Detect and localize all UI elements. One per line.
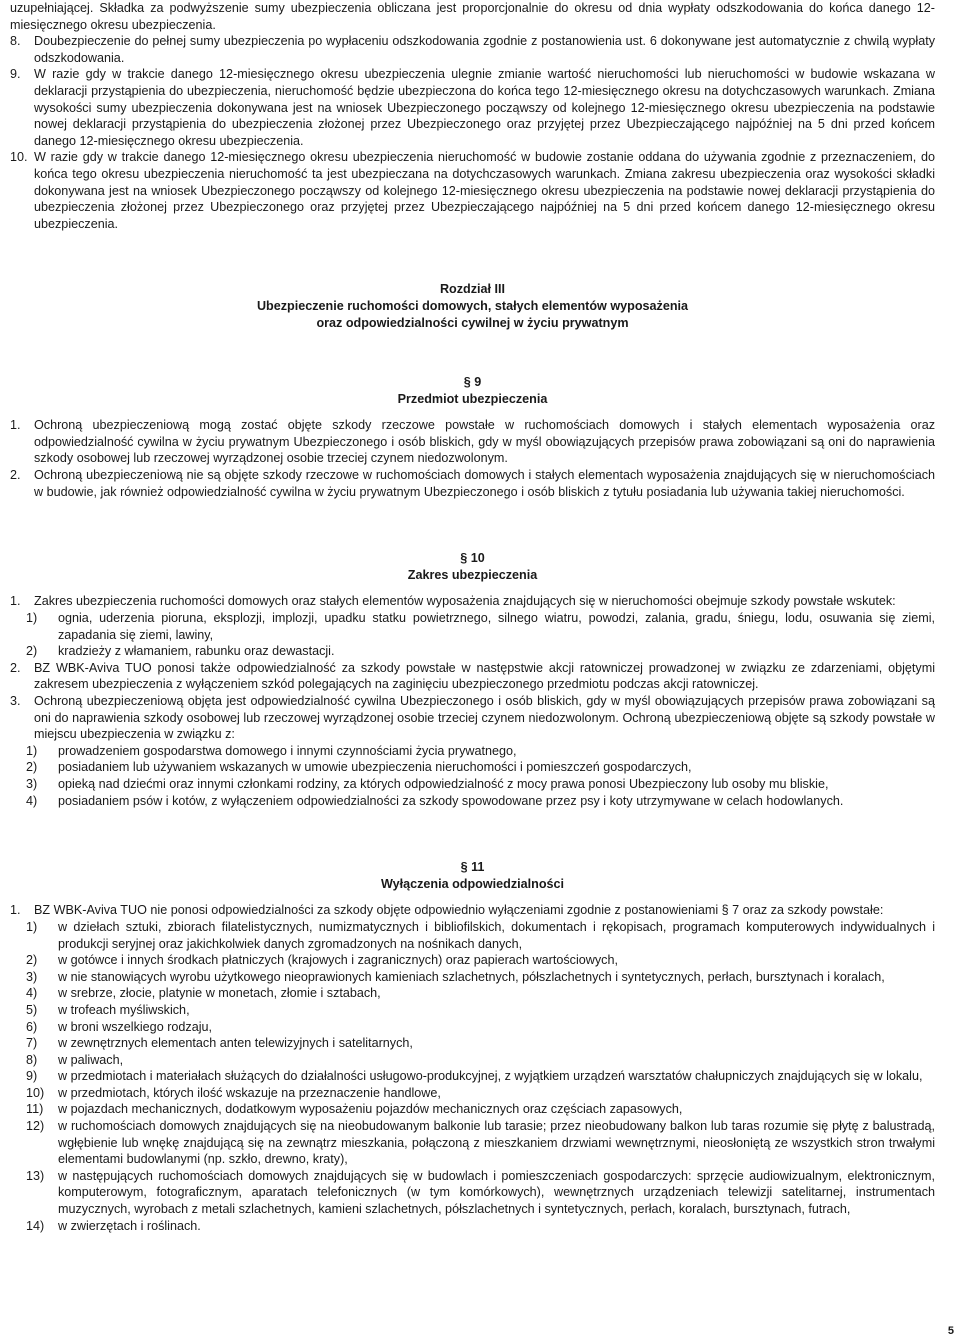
paragraph-8 bbox=[10, 33, 935, 66]
list-item-text: w nie stanowiących wyrobu użytkowego nieoprawionych kamieniach szlachetnych, półszlachetnych i syntetycznych, perłach, bursztynach i koralach, bbox=[58, 969, 885, 984]
list-item-text: w srebrze, złocie, platynie w monetach, złomie i sztabach, bbox=[58, 986, 381, 1001]
paragraph-number: 10. bbox=[10, 150, 28, 165]
list-item-number: 1) bbox=[26, 611, 38, 626]
paragraph-text: Ochroną ubezpieczeniową nie są objęte szkody rzeczowe w ruchomościach domowych i stałych elementach wyposażenia znajdujących się w nieruchomościach w budowie, jak również odpowiedzialność cywilna w życiu prywatnym Ubezpieczonego i osób bliskich z tytułu posiadania lub używania takiej nieruchomości. bbox=[34, 468, 935, 499]
list-item-text: prowadzeniem gospodarstwa domowego i innymi czynnościami życia prywatnego, bbox=[58, 743, 517, 758]
list-item bbox=[10, 1052, 935, 1069]
continuation-paragraph: uzupełniającej. Składka za podwyższenie sumy ubezpieczenia obliczana jest proporcjonalnie do okresu od dnia wypłaty odszkodowania do końca danego 12-miesięcznego okresu ubezpieczenia. bbox=[10, 1, 935, 32]
list-item-number: 2) bbox=[26, 953, 38, 968]
list-item bbox=[10, 1101, 935, 1118]
list-item-number: 3) bbox=[26, 776, 38, 791]
page-number: 5 bbox=[947, 1325, 954, 1338]
list-item bbox=[10, 1118, 935, 1168]
list-item-number: 13) bbox=[26, 1168, 45, 1183]
list-item bbox=[10, 952, 935, 969]
paragraph-text: W razie gdy w trakcie danego 12-miesięcznego okresu ubezpieczenia ulegnie zmianie wartość nieruchomości lub nieruchomości w budowie wskazana w deklaracji przystąpienia do ubezpieczenia, nieruchomość będzie ubezpieczona do końca tego 12-miesięcznego okresu na dotychczasowych warunkach. Zmiana wysokości sumy ubezpieczenia dokonywana jest na wniosek Ubezpieczonego począwszy od kolejnego 12-miesięcznego okresu ubezpieczenia na podstawie nowej deklaracji przystąpienia do ubezpieczenia złożonej przez Ubezpieczonego oraz przyjętej przez Ubezpieczającego najpóźniej na 5 dni przed końcem danego 12-miesięcznego okresu ubezpieczenia. bbox=[34, 67, 935, 148]
list-item bbox=[10, 1168, 935, 1218]
list-item-number: 12) bbox=[26, 1119, 45, 1134]
paragraph-number: 3. bbox=[10, 694, 21, 708]
list-item bbox=[10, 985, 935, 1002]
section-9-sign: § 9 bbox=[463, 375, 482, 390]
list-item-text: opieką nad dziećmi oraz innymi członkami rodziny, za których odpowiedzialność z mocy prawa ponosi Ubezpieczony lub osoby mu bliskie, bbox=[58, 776, 829, 791]
chapter-title: Rozdział III bbox=[439, 282, 506, 297]
list-item bbox=[10, 1035, 935, 1052]
section-9-paragraph-1 bbox=[10, 417, 935, 467]
list-item-number: 9) bbox=[26, 1069, 38, 1084]
list-item-text: w przedmiotach, których ilość wskazuje na przeznaczenie handlowe, bbox=[58, 1085, 441, 1100]
list-item-text: ognia, uderzenia pioruna, eksplozji, implozji, upadku statku powietrznego, silnego wiatru, powodzi, zalania, gradu, śniegu, lodu, osuwania się ziemi, zapadania się ziemi, lawiny, bbox=[58, 611, 935, 642]
list-item-text: w pojazdach mechanicznych, dodatkowym wyposażeniu pojazdów mechanicznych oraz częściach zapasowych, bbox=[58, 1102, 683, 1117]
list-item-number: 3) bbox=[26, 969, 38, 984]
section-10-paragraph-1 bbox=[10, 593, 935, 610]
list-item-text: posiadaniem psów i kotów, z wyłączeniem odpowiedzialności za szkody spowodowane przez psy i koty utrzymywane w celach hodowlanych. bbox=[58, 793, 844, 808]
list-item bbox=[10, 610, 935, 643]
list-item bbox=[10, 776, 935, 793]
list-item-text: w przedmiotach i materiałach służących do działalności usługowo-produkcyjnej, z wyjątkiem urządzeń warsztatów chałupniczych znajdujących się w lokalu, bbox=[58, 1069, 923, 1084]
document-content bbox=[10, 0, 935, 1234]
list-item-text: w ruchomościach domowych znajdujących się na nieobudowanym balkonie lub tarasie; przez nieobudowany balkon lub taras rozumie się płytę z balustradą, wgłębienie lub wnękę znajdującą się na zewnątrz mieszkania, połączoną z mieszkaniem drzwiami wewnętrznymi, nieosłoniętą ze wszystkich stron trwałymi elementami budowlanymi (np. szkło, drewno, kraty), bbox=[58, 1119, 935, 1167]
list-item bbox=[10, 743, 935, 760]
list-item-number: 14) bbox=[26, 1218, 45, 1233]
section-11-title: Wyłączenia odpowiedzialności bbox=[380, 876, 565, 891]
list-item-number: 5) bbox=[26, 1002, 38, 1017]
paragraph-text: BZ WBK-Aviva TUO nie ponosi odpowiedzialności za szkody objęte odpowiednio wyłączeniami zgodnie z postanowieniami § 7 oraz za szkody powstałe: bbox=[34, 903, 884, 918]
list-item bbox=[10, 793, 935, 810]
list-item-text: kradzieży z włamaniem, rabunku oraz dewastacji. bbox=[58, 644, 335, 659]
paragraph-text: Doubezpieczenie do pełnej sumy ubezpieczenia po wypłaceniu odszkodowania zgodnie z postanowienia ust. 6 dokonywane jest automatycznie z chwilą wypłaty odszkodowania. bbox=[34, 34, 935, 65]
section-10-paragraph-2 bbox=[10, 660, 935, 693]
list-item bbox=[10, 969, 935, 986]
chapter-subtitle-line-2: oraz odpowiedzialności cywilnej w życiu prywatnym bbox=[316, 315, 629, 330]
list-item bbox=[10, 1218, 935, 1235]
paragraph-number: 1. bbox=[10, 903, 21, 918]
list-item bbox=[10, 1002, 935, 1019]
list-item bbox=[10, 1085, 935, 1102]
list-item-text: w broni wszelkiego rodzaju, bbox=[58, 1019, 212, 1034]
list-item bbox=[10, 1068, 935, 1085]
paragraph-text: BZ WBK-Aviva TUO ponosi także odpowiedzialność za szkody powstałe w następstwie akcji ratowniczej prowadzonej w związku ze zdarzeniami, objętymi zakresem ubezpieczenia z wyłączeniem szkód polegających na zaginięciu ubezpieczonego przedmiotu podczas akcji ratowniczej. bbox=[34, 660, 935, 692]
section-11-paragraph-1 bbox=[10, 902, 935, 919]
paragraph-text: Ochroną ubezpieczeniową mogą zostać objęte szkody rzeczowe powstałe w ruchomościach domowych i stałych elementach wyposażenia oraz odpowiedzialność cywilna w życiu prywatnym Ubezpieczonego i osób bliskich, gdy w myśl obowiązujących przepisów prawa zobowiązani są oni do naprawienia szkody osobowej lub rzeczowej wyrządzonej osobie trzeciej czynem niedozwolonym. bbox=[34, 418, 935, 466]
list-item-number: 1) bbox=[26, 743, 38, 758]
list-item-text: w następujących ruchomościach domowych znajdujących się w budowlach i pomieszczeniach gospodarczych: sprzęcie audiowizualnym, elektronicznym, komputerowym, fotograficznym, aparatach telefonicznych (w tym komórkowych), wewnętrznych urządzeniach telewizji satelitarnej, instrumentach muzycznych, wyrobach z metali szlachetnych, kamieni szlachetnych, półszlachetnych i syntetycznych, perłach, koralach, bursztynach, futrach, bbox=[58, 1168, 935, 1217]
list-item-text: w zwierzętach i roślinach. bbox=[58, 1218, 201, 1233]
paragraph-number: 2. bbox=[10, 660, 21, 675]
list-item-number: 4) bbox=[26, 986, 38, 1001]
paragraph-number: 1. bbox=[10, 418, 21, 433]
section-10-paragraph-1-list bbox=[10, 610, 935, 660]
list-item-number: 8) bbox=[26, 1052, 38, 1067]
paragraph-text: Ochroną ubezpieczeniową objęta jest odpowiedzialność cywilna Ubezpieczonego i osób bliskich, gdy w myśl obowiązujących przepisów prawa zobowiązani są oni do naprawienia szkody osobowej lub rzeczowej wyrządzonej osobie trzeciej czynem niedozwolonym. Ochroną ubezpieczeniową objęte są szkody powstałe w miejscu ubezpieczenia w związku z: bbox=[34, 694, 935, 742]
list-item-number: 1) bbox=[26, 919, 38, 934]
list-item-number: 10) bbox=[26, 1085, 45, 1100]
list-item bbox=[10, 1019, 935, 1036]
list-item-number: 11) bbox=[26, 1102, 44, 1117]
section-10-title: Zakres ubezpieczenia bbox=[407, 567, 538, 582]
list-item-text: w paliwach, bbox=[58, 1052, 124, 1067]
list-item-number: 2) bbox=[26, 644, 38, 659]
list-item-number: 4) bbox=[26, 793, 38, 808]
list-item-text: w gotówce i innych środkach płatniczych (krajowych i zagranicznych) oraz papierach wartościowych, bbox=[58, 953, 618, 968]
list-item-number: 7) bbox=[26, 1036, 38, 1051]
paragraph-number: 2. bbox=[10, 468, 21, 483]
list-item-number: 6) bbox=[26, 1019, 38, 1034]
section-10-sign: § 10 bbox=[460, 551, 485, 566]
list-item bbox=[10, 919, 935, 952]
paragraph-text: W razie gdy w trakcie danego 12-miesięcznego okresu ubezpieczenia nieruchomość w budowie zostanie oddana do używania zgodnie z przeznaczeniem, do końca tego okresu ubezpieczenia nieruchomość ta jest ubezpieczana na dotychczasowych warunkach. Zmiana zakresu ubezpieczenia oraz wysokości składki dokonywana jest na wniosek Ubezpieczonego począwszy od kolejnego 12-miesięcznego okresu ubezpieczenia na podstawie nowej deklaracji przystąpienia do ubezpieczenia złożonej przez Ubezpieczonego oraz przyjętej przez Ubezpieczającego najpóźniej na 5 dni przed końcem danego 12-miesięcznego okresu ubezpieczenia. bbox=[34, 150, 935, 231]
section-10-paragraph-3 bbox=[10, 693, 935, 743]
paragraph-number: 1. bbox=[10, 594, 21, 609]
paragraph-9 bbox=[10, 66, 935, 149]
chapter-subtitle-line-1: Ubezpieczenie ruchomości domowych, stałych elementów wyposażenia bbox=[256, 298, 689, 313]
list-item bbox=[10, 643, 935, 660]
list-item-number: 2) bbox=[26, 760, 38, 775]
section-9-paragraph-2 bbox=[10, 467, 935, 500]
paragraph-number: 8. bbox=[10, 34, 21, 49]
section-10-paragraph-3-list bbox=[10, 743, 935, 809]
paragraph-number: 9. bbox=[10, 67, 21, 82]
paragraph-text: Zakres ubezpieczenia ruchomości domowych oraz stałych elementów wyposażenia znajdujących się w nieruchomości obejmuje szkody powstałe wskutek: bbox=[34, 594, 896, 609]
list-item bbox=[10, 759, 935, 776]
section-9-title: Przedmiot ubezpieczenia bbox=[397, 391, 548, 406]
paragraph-10 bbox=[10, 149, 935, 232]
list-item-text: w trofeach myśliwskich, bbox=[58, 1002, 190, 1017]
list-item-text: w zewnętrznych elementach anten telewizyjnych i satelitarnych, bbox=[58, 1036, 413, 1051]
section-11-sign: § 11 bbox=[460, 860, 485, 875]
list-item-text: posiadaniem lub używaniem wskazanych w umowie ubezpieczenia nieruchomości i pomieszczeń gospodarczych, bbox=[58, 760, 692, 775]
list-item-text: w dziełach sztuki, zbiorach filatelistycznych, numizmatycznych i bibliofilskich, dokumentach i rękopisach, programach komputerowych indywidualnych i produkcji seryjnej oraz jakichkolwiek danych zgromadzonych na nośnikach danych, bbox=[58, 919, 935, 951]
section-11-paragraph-1-list bbox=[10, 919, 935, 1234]
